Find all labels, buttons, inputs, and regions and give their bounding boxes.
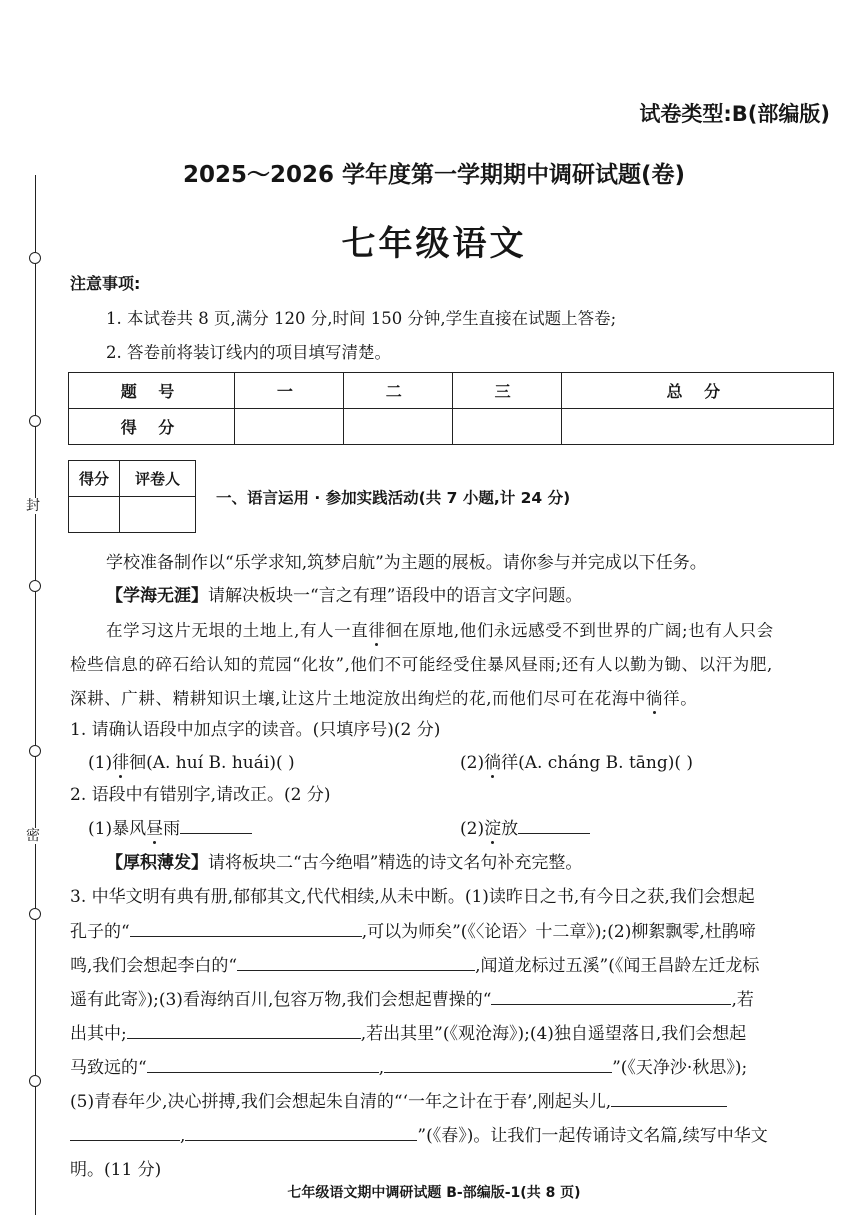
dotted-char: 淀: [484, 814, 501, 839]
binding-circle: [29, 908, 41, 920]
option-text: (2): [460, 753, 485, 773]
item-text: 雨: [163, 819, 181, 839]
item-text: 放: [501, 819, 519, 839]
answer-blank[interactable]: [491, 989, 731, 1005]
answer-blank[interactable]: [611, 1091, 727, 1107]
binding-char-secret: 密: [26, 828, 40, 844]
dotted-char: 徜: [646, 685, 663, 709]
answer-blank[interactable]: [70, 1125, 180, 1141]
passage-text: 徉。: [663, 689, 698, 708]
question-1-stem: 1. 请确认语段中加点字的读音。(只填序号)(2 分): [70, 720, 441, 740]
q3-text: ,闻道龙标过五溪”(《闻王昌龄左迁龙标: [475, 956, 760, 976]
grader-label-score: 得分: [69, 461, 120, 497]
notice-item: 2. 答卷前将装订线内的项目填写清楚。: [106, 343, 391, 362]
module-two: [106, 848, 836, 873]
binding-char-seal: 封: [26, 498, 40, 514]
grader-cell[interactable]: [69, 497, 120, 533]
score-col-header: 二: [343, 373, 452, 409]
answer-blank[interactable]: [147, 1057, 379, 1073]
score-col-header: 三: [452, 373, 561, 409]
grader-label-grader: 评卷人: [120, 461, 196, 497]
score-cell[interactable]: [452, 409, 561, 445]
module-two-text: 请将板块二“古今绝唱”精选的诗文名句补充完整。: [208, 853, 583, 873]
answer-blank[interactable]: [384, 1057, 612, 1073]
section-title: 一、语言运用 · 参加实践活动(共 7 小题,计 24 分): [216, 489, 571, 507]
page-footer: 七年级语文期中调研试题 B-部编版-1(共 8 页): [287, 1185, 581, 1201]
score-row-label: 得 分: [69, 409, 235, 445]
question-3-line: [70, 917, 836, 942]
dotted-char: 徜: [484, 748, 501, 773]
grader-table: [68, 460, 196, 533]
score-cell[interactable]: [235, 409, 344, 445]
score-cell[interactable]: [343, 409, 452, 445]
question-3-line: [70, 1019, 836, 1044]
module-one-text: 请解决板块一“言之有理”语段中的语言文字问题。: [208, 586, 583, 606]
score-cell[interactable]: [561, 409, 833, 445]
question-3-line: [70, 1087, 836, 1112]
answer-blank[interactable]: [237, 955, 475, 971]
question-2-stem: 2. 语段中有错别字,请改正。(2 分): [70, 785, 331, 805]
question-2-item-b: [460, 814, 590, 839]
option-text: 徉(A. cháng B. tāng)( ): [501, 753, 694, 773]
grader-cell[interactable]: [120, 497, 196, 533]
answer-blank[interactable]: [180, 818, 252, 834]
q3-text: 出其中;: [70, 1024, 127, 1044]
question-1-option-b: [460, 748, 693, 773]
score-col-header: 一: [235, 373, 344, 409]
question-3-line: [70, 1053, 836, 1078]
q3-text: ,: [180, 1126, 186, 1146]
dotted-char: 徘: [112, 748, 129, 773]
binding-circle: [29, 1075, 41, 1087]
question-3-line: 明。(11 分): [70, 1160, 162, 1180]
answer-blank[interactable]: [127, 1023, 361, 1039]
item-text: (1)暴风: [88, 819, 147, 839]
item-text: (2): [460, 819, 485, 839]
q3-text: ,可以为师矣”(《〈论语〉十二章》);(2)柳絮飘零,杜鹃啼: [361, 922, 756, 942]
q3-text: ”(《天净沙·秋思》);: [612, 1058, 748, 1078]
question-3-line: [70, 1121, 836, 1146]
binding-circle: [29, 580, 41, 592]
dotted-char: 昼: [146, 814, 163, 839]
subject-title: 七年级语文: [341, 224, 527, 264]
question-3-line: [70, 951, 836, 976]
module-two-title: 【厚积薄发】: [106, 853, 208, 873]
exam-title: 2025～2026 学年度第一学期期中调研试题(卷): [182, 162, 686, 188]
score-col-header: 总 分: [561, 373, 833, 409]
module-one: [106, 581, 836, 606]
section-intro: 学校准备制作以“乐学求知,筑梦启航”为主题的展板。请你参与并完成以下任务。: [106, 553, 707, 573]
q3-text: (5)青春年少,决心拼搏,我们会想起朱自清的“‘一年之计在于春’,刚起头儿,: [70, 1092, 612, 1112]
option-text: (1): [88, 753, 113, 773]
q3-text: 马致远的“: [70, 1058, 147, 1078]
option-text: 徊(A. huí B. huái)( ): [129, 753, 295, 773]
question-2-items: [88, 814, 828, 839]
paper-type: 试卷类型:B(部编版): [639, 102, 830, 126]
passage-text: 深耕、广耕、精耕知识土壤,让这片土地淀放出绚烂的花,而他们尽可在花海中: [70, 689, 646, 708]
score-table: [68, 372, 834, 445]
q3-text: ”(《春》)。让我们一起传诵诗文名篇,续写中华文: [417, 1126, 768, 1146]
q3-text: ,若: [731, 990, 754, 1010]
q3-text: ,若出其里”(《观沧海》);(4)独自遥望落日,我们会想起: [360, 1024, 747, 1044]
passage-line: [70, 685, 836, 709]
module-one-title: 【学海无涯】: [106, 586, 208, 606]
answer-blank[interactable]: [185, 1125, 417, 1141]
question-3-line: 3. 中华文明有典有册,郁郁其文,代代相续,从未中断。(1)读昨日之书,有今日之获,我们会想起: [70, 887, 755, 907]
passage-text: 徊在原地,他们永远感受不到世界的广阔;也有人只会: [385, 621, 774, 640]
q3-text: 遥有此寄》);(3)看海纳百川,包容万物,我们会想起曹操的“: [70, 990, 492, 1010]
passage-line: 检些信息的碎石给认知的荒园“化妆”,他们不可能经受住暴风昼雨;还有人以勤为锄、以汗为肥,: [70, 655, 773, 674]
binding-line: [35, 175, 36, 1215]
q3-text: 孔子的“: [70, 922, 130, 942]
passage-text: 在学习这片无垠的土地上,有人一直: [106, 621, 369, 640]
answer-blank[interactable]: [518, 818, 590, 834]
question-3-line: [70, 985, 836, 1010]
dotted-char: 徘: [368, 617, 385, 641]
notice-item: 1. 本试卷共 8 页,满分 120 分,时间 150 分钟,学生直接在试题上答卷;: [106, 309, 617, 328]
answer-blank[interactable]: [130, 921, 362, 937]
notice-heading: 注意事项:: [70, 274, 141, 293]
binding-circle: [29, 415, 41, 427]
q3-text: 鸣,我们会想起李白的“: [70, 956, 238, 976]
q3-text: ,: [378, 1058, 385, 1078]
binding-circle: [29, 745, 41, 757]
passage-line: [106, 617, 836, 641]
score-row-label: 题 号: [69, 373, 235, 409]
question-1-options: [88, 748, 828, 773]
